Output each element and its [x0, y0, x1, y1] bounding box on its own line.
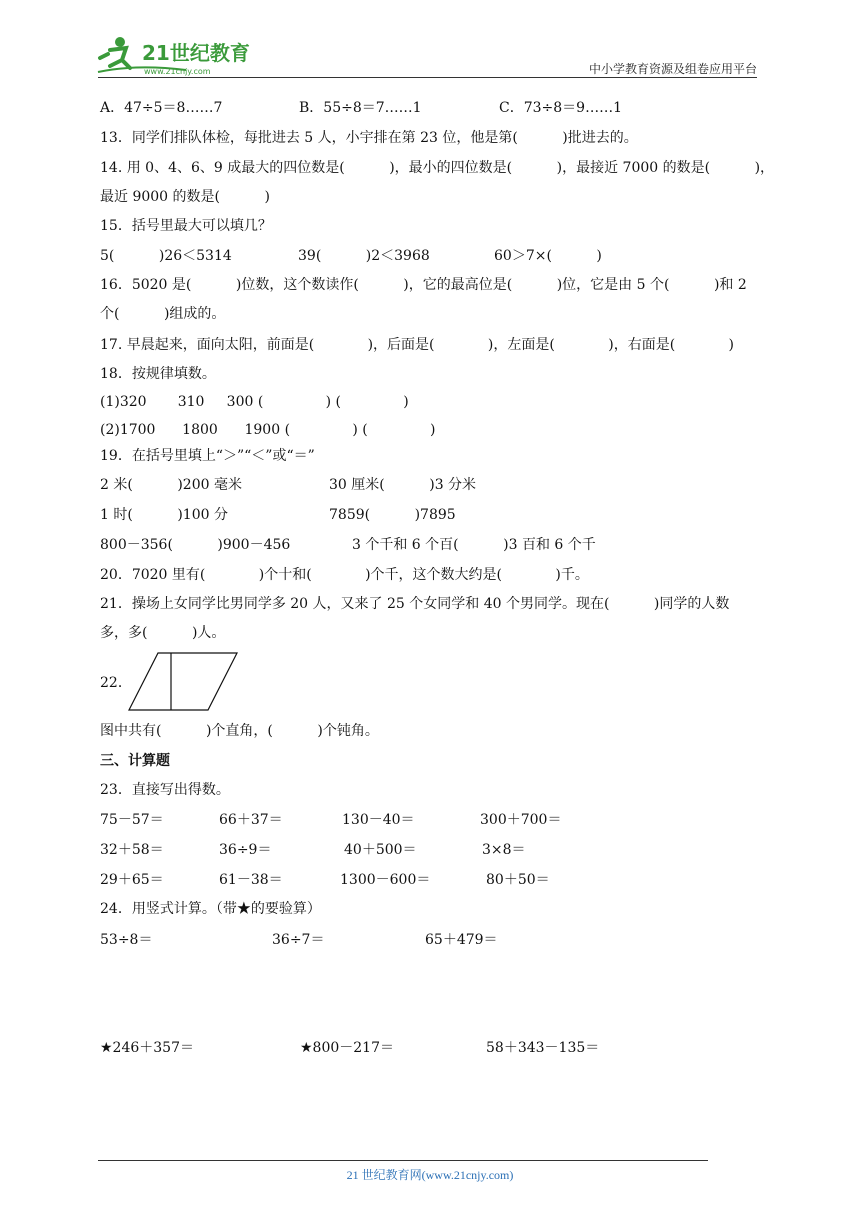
q24-r1-c3: 65＋479＝: [425, 932, 498, 948]
q24-r1-c2: 36÷7＝: [272, 932, 325, 948]
q24-r1-c1: 53÷8＝: [100, 932, 153, 948]
q23-r2-c1: 32＋58＝: [100, 842, 164, 858]
q23-r2-c2: 36÷9＝: [219, 842, 272, 858]
question-18-part1: (1)320 310 300 ( ) ( ): [100, 394, 409, 410]
q23-r3-c1: 29＋65＝: [100, 872, 164, 888]
question-18: 18．按规律填数。: [100, 366, 216, 382]
question-23: 23．直接写出得数。: [100, 782, 230, 798]
q19-item-c: 1 时( )100 分: [100, 507, 228, 523]
q23-r2-c4: 3×8＝: [482, 842, 526, 858]
header-platform-text: 中小学教育资源及组卷应用平台: [588, 62, 757, 76]
question-14-line1: 14. 用 0、4、6、9 成最大的四位数是( )，最小的四位数是( )，最接近 7000 的数是( )，: [100, 160, 775, 176]
q23-r1-c3: 130－40＝: [342, 812, 415, 828]
q23-r1-c1: 75－57＝: [100, 812, 164, 828]
question-13: 13．同学们排队体检，每批进去 5 人，小宇排在第 23 位，他是第( )批进去的。: [100, 130, 638, 146]
q15-item-a: 5( )26＜5314: [100, 248, 232, 264]
q15-item-c: 60＞7×( ): [494, 248, 602, 264]
question-17: 17. 早晨起来，面向太阳，前面是( )，后面是( )，左面是( )，右面是( ): [100, 337, 735, 353]
runner-logo-icon: [96, 34, 266, 78]
question-19: 19．在括号里填上“＞”“＜”或“＝”: [100, 448, 315, 464]
q24-r2-c1: ★246＋357＝: [100, 1040, 194, 1056]
question-14-line2: 最近 9000 的数是( ): [100, 189, 270, 205]
header-divider: [98, 77, 757, 78]
q19-item-e: 800－356( )900－456: [100, 537, 291, 553]
q24-r2-c2: ★800－217＝: [300, 1040, 394, 1056]
q23-r3-c4: 80＋50＝: [486, 872, 550, 888]
q19-item-f: 3 个千和 6 个百( )3 百和 6 个千: [352, 537, 596, 553]
question-21-line2: 多，多( )人。: [100, 625, 226, 641]
brand-logo: [96, 34, 266, 78]
question-24: 24．用竖式计算。（带★的要验算）: [100, 901, 321, 917]
q12-option-c: C．73÷8＝9……1: [499, 100, 622, 116]
q19-item-a: 2 米( )200 毫米: [100, 477, 242, 493]
q23-r1-c4: 300＋700＝: [480, 812, 562, 828]
q24-r2-c3: 58＋343－135＝: [486, 1040, 600, 1056]
q23-r3-c2: 61－38＝: [219, 872, 283, 888]
q15-item-b: 39( )2＜3968: [298, 248, 430, 264]
q23-r2-c3: 40＋500＝: [344, 842, 417, 858]
q19-item-d: 7859( )7895: [329, 507, 456, 523]
question-15: 15．括号里最大可以填几？: [100, 218, 272, 234]
question-20: 20．7020 里有( )个十和( )个千，这个数大约是( )千。: [100, 567, 589, 583]
logo-text: 21世纪教育: [142, 41, 250, 65]
question-16-line1: 16．5020 是( )位数，这个数读作( )，它的最高位是( )位，它是由 5 个( )和 2: [100, 277, 747, 293]
question-16-line2: 个( )组成的。: [100, 306, 226, 322]
question-21-line1: 21．操场上女同学比男同学多 20 人，又来了 25 个女同学和 40 个男同学。现在( )同学的人数: [100, 596, 730, 612]
question-22-number: 22．: [100, 675, 132, 691]
q19-item-b: 30 厘米( )3 分米: [329, 477, 477, 493]
footer-divider: [98, 1160, 708, 1161]
q12-option-a: A．47÷5＝8……7: [100, 100, 223, 116]
question-18-part2: (2)1700 1800 1900 ( ) ( ): [100, 422, 436, 438]
parallelogram-figure: [128, 652, 240, 712]
logo-url: www.21cnjy.com: [144, 67, 211, 76]
q23-r1-c2: 66＋37＝: [219, 812, 283, 828]
question-22-text: 图中共有( )个直角，( )个钝角。: [100, 723, 379, 739]
section-3-heading: 三、计算题: [100, 753, 170, 769]
q23-r3-c3: 1300－600＝: [340, 872, 431, 888]
q12-option-b: B．55÷8＝7……1: [299, 100, 422, 116]
footer-link[interactable]: 21 世纪教育网(www.21cnjy.com): [346, 1168, 514, 1182]
